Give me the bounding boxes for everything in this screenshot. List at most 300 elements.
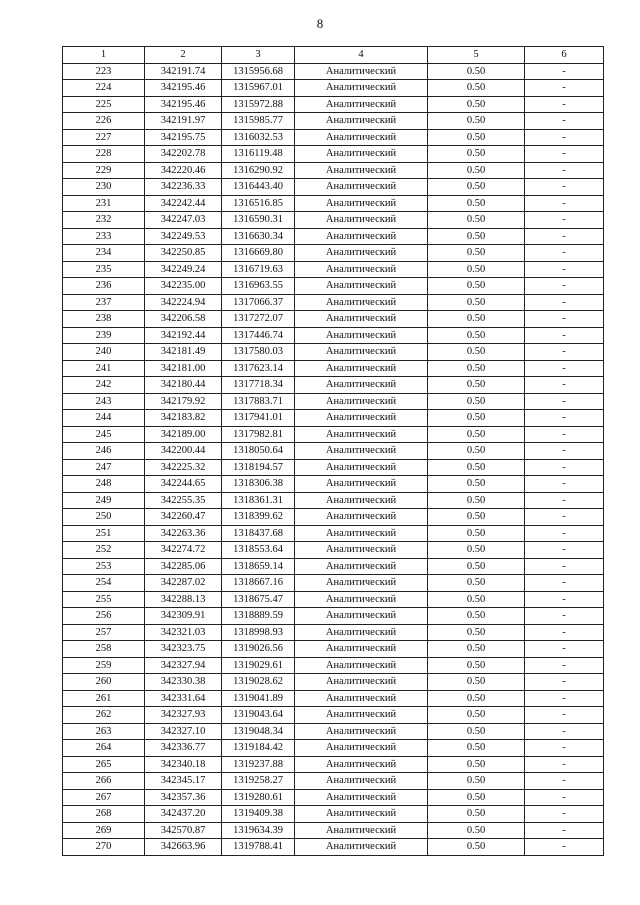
accuracy-cell: 0.50 [428, 509, 525, 526]
y-coordinate-cell: 1316590.31 [222, 212, 295, 229]
accuracy-cell: 0.50 [428, 311, 525, 328]
note-cell: - [525, 591, 604, 608]
table-row [63, 426, 604, 443]
note-cell: - [525, 195, 604, 212]
method-cell: Аналитический [295, 195, 428, 212]
x-coordinate-cell: 342260.47 [145, 509, 222, 526]
x-coordinate-cell: 342437.20 [145, 806, 222, 823]
column-header: 2 [145, 47, 222, 64]
table-row [63, 773, 604, 790]
table-row [63, 410, 604, 427]
x-coordinate-cell: 342323.75 [145, 641, 222, 658]
table-row [63, 756, 604, 773]
x-coordinate-cell: 342247.03 [145, 212, 222, 229]
note-cell: - [525, 558, 604, 575]
method-cell: Аналитический [295, 80, 428, 97]
y-coordinate-cell: 1319258.27 [222, 773, 295, 790]
point-number-cell: 266 [63, 773, 145, 790]
method-cell: Аналитический [295, 756, 428, 773]
accuracy-cell: 0.50 [428, 641, 525, 658]
x-coordinate-cell: 342181.00 [145, 360, 222, 377]
method-cell: Аналитический [295, 113, 428, 130]
y-coordinate-cell: 1318998.93 [222, 624, 295, 641]
method-cell: Аналитический [295, 344, 428, 361]
point-number-cell: 261 [63, 690, 145, 707]
x-coordinate-cell: 342206.58 [145, 311, 222, 328]
x-coordinate-cell: 342236.33 [145, 179, 222, 196]
y-coordinate-cell: 1319041.89 [222, 690, 295, 707]
method-cell: Аналитический [295, 162, 428, 179]
point-number-cell: 241 [63, 360, 145, 377]
x-coordinate-cell: 342195.46 [145, 96, 222, 113]
accuracy-cell: 0.50 [428, 96, 525, 113]
method-cell: Аналитический [295, 789, 428, 806]
method-cell: Аналитический [295, 575, 428, 592]
method-cell: Аналитический [295, 426, 428, 443]
note-cell: - [525, 410, 604, 427]
x-coordinate-cell: 342249.24 [145, 261, 222, 278]
note-cell: - [525, 839, 604, 856]
method-cell: Аналитический [295, 690, 428, 707]
note-cell: - [525, 146, 604, 163]
method-cell: Аналитический [295, 129, 428, 146]
method-cell: Аналитический [295, 327, 428, 344]
method-cell: Аналитический [295, 212, 428, 229]
accuracy-cell: 0.50 [428, 822, 525, 839]
point-number-cell: 264 [63, 740, 145, 757]
accuracy-cell: 0.50 [428, 245, 525, 262]
accuracy-cell: 0.50 [428, 162, 525, 179]
y-coordinate-cell: 1316032.53 [222, 129, 295, 146]
accuracy-cell: 0.50 [428, 80, 525, 97]
table-row [63, 624, 604, 641]
y-coordinate-cell: 1316630.34 [222, 228, 295, 245]
accuracy-cell: 0.50 [428, 377, 525, 394]
method-cell: Аналитический [295, 476, 428, 493]
method-cell: Аналитический [295, 558, 428, 575]
x-coordinate-cell: 342235.00 [145, 278, 222, 295]
accuracy-cell: 0.50 [428, 674, 525, 691]
table-row [63, 542, 604, 559]
y-coordinate-cell: 1319184.42 [222, 740, 295, 757]
x-coordinate-cell: 342288.13 [145, 591, 222, 608]
table-row [63, 344, 604, 361]
note-cell: - [525, 624, 604, 641]
point-number-cell: 245 [63, 426, 145, 443]
note-cell: - [525, 608, 604, 625]
point-number-cell: 227 [63, 129, 145, 146]
table-row [63, 558, 604, 575]
y-coordinate-cell: 1318306.38 [222, 476, 295, 493]
point-number-cell: 228 [63, 146, 145, 163]
table-row [63, 839, 604, 856]
method-cell: Аналитический [295, 443, 428, 460]
point-number-cell: 255 [63, 591, 145, 608]
note-cell: - [525, 129, 604, 146]
note-cell: - [525, 690, 604, 707]
table-row [63, 63, 604, 80]
accuracy-cell: 0.50 [428, 839, 525, 856]
method-cell: Аналитический [295, 393, 428, 410]
table-row [63, 707, 604, 724]
accuracy-cell: 0.50 [428, 195, 525, 212]
note-cell: - [525, 492, 604, 509]
method-cell: Аналитический [295, 360, 428, 377]
method-cell: Аналитический [295, 311, 428, 328]
x-coordinate-cell: 342224.94 [145, 294, 222, 311]
note-cell: - [525, 360, 604, 377]
table-row [63, 641, 604, 658]
x-coordinate-cell: 342179.92 [145, 393, 222, 410]
y-coordinate-cell: 1318361.31 [222, 492, 295, 509]
table-row [63, 789, 604, 806]
accuracy-cell: 0.50 [428, 212, 525, 229]
note-cell: - [525, 542, 604, 559]
x-coordinate-cell: 342249.53 [145, 228, 222, 245]
accuracy-cell: 0.50 [428, 278, 525, 295]
y-coordinate-cell: 1319043.64 [222, 707, 295, 724]
x-coordinate-cell: 342180.44 [145, 377, 222, 394]
accuracy-cell: 0.50 [428, 657, 525, 674]
column-header: 4 [295, 47, 428, 64]
note-cell: - [525, 80, 604, 97]
point-number-cell: 252 [63, 542, 145, 559]
point-number-cell: 270 [63, 839, 145, 856]
x-coordinate-cell: 342285.06 [145, 558, 222, 575]
x-coordinate-cell: 342195.46 [145, 80, 222, 97]
table-row [63, 740, 604, 757]
accuracy-cell: 0.50 [428, 476, 525, 493]
note-cell: - [525, 212, 604, 229]
point-number-cell: 240 [63, 344, 145, 361]
y-coordinate-cell: 1317718.34 [222, 377, 295, 394]
point-number-cell: 246 [63, 443, 145, 460]
table-row [63, 525, 604, 542]
y-coordinate-cell: 1319634.39 [222, 822, 295, 839]
accuracy-cell: 0.50 [428, 129, 525, 146]
accuracy-cell: 0.50 [428, 690, 525, 707]
note-cell: - [525, 113, 604, 130]
table-row [63, 575, 604, 592]
method-cell: Аналитический [295, 674, 428, 691]
method-cell: Аналитический [295, 96, 428, 113]
y-coordinate-cell: 1319280.61 [222, 789, 295, 806]
point-number-cell: 267 [63, 789, 145, 806]
point-number-cell: 223 [63, 63, 145, 80]
accuracy-cell: 0.50 [428, 360, 525, 377]
y-coordinate-cell: 1316963.55 [222, 278, 295, 295]
y-coordinate-cell: 1318553.64 [222, 542, 295, 559]
point-number-cell: 244 [63, 410, 145, 427]
column-header: 5 [428, 47, 525, 64]
x-coordinate-cell: 342357.36 [145, 789, 222, 806]
note-cell: - [525, 476, 604, 493]
accuracy-cell: 0.50 [428, 558, 525, 575]
table-row [63, 162, 604, 179]
x-coordinate-cell: 342287.02 [145, 575, 222, 592]
point-number-cell: 254 [63, 575, 145, 592]
x-coordinate-cell: 342321.03 [145, 624, 222, 641]
x-coordinate-cell: 342191.74 [145, 63, 222, 80]
table-row [63, 459, 604, 476]
y-coordinate-cell: 1318889.59 [222, 608, 295, 625]
point-number-cell: 224 [63, 80, 145, 97]
y-coordinate-cell: 1317941.01 [222, 410, 295, 427]
y-coordinate-cell: 1318050.64 [222, 443, 295, 460]
x-coordinate-cell: 342330.38 [145, 674, 222, 691]
x-coordinate-cell: 342191.97 [145, 113, 222, 130]
note-cell: - [525, 393, 604, 410]
note-cell: - [525, 327, 604, 344]
y-coordinate-cell: 1317066.37 [222, 294, 295, 311]
table-row [63, 278, 604, 295]
table-row [63, 492, 604, 509]
point-number-cell: 260 [63, 674, 145, 691]
y-coordinate-cell: 1318675.47 [222, 591, 295, 608]
accuracy-cell: 0.50 [428, 344, 525, 361]
point-number-cell: 242 [63, 377, 145, 394]
y-coordinate-cell: 1316719.63 [222, 261, 295, 278]
x-coordinate-cell: 342225.32 [145, 459, 222, 476]
point-number-cell: 235 [63, 261, 145, 278]
note-cell: - [525, 443, 604, 460]
point-number-cell: 269 [63, 822, 145, 839]
accuracy-cell: 0.50 [428, 261, 525, 278]
accuracy-cell: 0.50 [428, 113, 525, 130]
table-row [63, 261, 604, 278]
point-number-cell: 249 [63, 492, 145, 509]
accuracy-cell: 0.50 [428, 624, 525, 641]
accuracy-cell: 0.50 [428, 228, 525, 245]
note-cell: - [525, 707, 604, 724]
y-coordinate-cell: 1319026.56 [222, 641, 295, 658]
table-row [63, 443, 604, 460]
table-row [63, 674, 604, 691]
y-coordinate-cell: 1315956.68 [222, 63, 295, 80]
note-cell: - [525, 459, 604, 476]
note-cell: - [525, 294, 604, 311]
accuracy-cell: 0.50 [428, 773, 525, 790]
method-cell: Аналитический [295, 261, 428, 278]
accuracy-cell: 0.50 [428, 327, 525, 344]
method-cell: Аналитический [295, 723, 428, 740]
method-cell: Аналитический [295, 294, 428, 311]
y-coordinate-cell: 1315967.01 [222, 80, 295, 97]
accuracy-cell: 0.50 [428, 146, 525, 163]
page-number: 8 [316, 16, 324, 31]
accuracy-cell: 0.50 [428, 575, 525, 592]
method-cell: Аналитический [295, 377, 428, 394]
accuracy-cell: 0.50 [428, 410, 525, 427]
method-cell: Аналитический [295, 63, 428, 80]
method-cell: Аналитический [295, 228, 428, 245]
accuracy-cell: 0.50 [428, 459, 525, 476]
y-coordinate-cell: 1319788.41 [222, 839, 295, 856]
y-coordinate-cell: 1318659.14 [222, 558, 295, 575]
note-cell: - [525, 641, 604, 658]
point-number-cell: 239 [63, 327, 145, 344]
note-cell: - [525, 723, 604, 740]
x-coordinate-cell: 342327.94 [145, 657, 222, 674]
table-row [63, 80, 604, 97]
method-cell: Аналитический [295, 492, 428, 509]
note-cell: - [525, 575, 604, 592]
x-coordinate-cell: 342274.72 [145, 542, 222, 559]
note-cell: - [525, 740, 604, 757]
x-coordinate-cell: 342183.82 [145, 410, 222, 427]
point-number-cell: 237 [63, 294, 145, 311]
accuracy-cell: 0.50 [428, 492, 525, 509]
note-cell: - [525, 162, 604, 179]
point-number-cell: 248 [63, 476, 145, 493]
table-row [63, 212, 604, 229]
x-coordinate-cell: 342309.91 [145, 608, 222, 625]
note-cell: - [525, 822, 604, 839]
method-cell: Аналитический [295, 278, 428, 295]
note-cell: - [525, 773, 604, 790]
x-coordinate-cell: 342663.96 [145, 839, 222, 856]
column-header: 6 [525, 47, 604, 64]
note-cell: - [525, 789, 604, 806]
table-row [63, 723, 604, 740]
point-number-cell: 243 [63, 393, 145, 410]
y-coordinate-cell: 1318667.16 [222, 575, 295, 592]
table-body [63, 63, 604, 855]
x-coordinate-cell: 342189.00 [145, 426, 222, 443]
accuracy-cell: 0.50 [428, 608, 525, 625]
x-coordinate-cell: 342200.44 [145, 443, 222, 460]
table-row [63, 657, 604, 674]
x-coordinate-cell: 342255.35 [145, 492, 222, 509]
table-row [63, 96, 604, 113]
x-coordinate-cell: 342263.36 [145, 525, 222, 542]
accuracy-cell: 0.50 [428, 740, 525, 757]
accuracy-cell: 0.50 [428, 294, 525, 311]
point-number-cell: 259 [63, 657, 145, 674]
x-coordinate-cell: 342327.10 [145, 723, 222, 740]
note-cell: - [525, 525, 604, 542]
x-coordinate-cell: 342220.46 [145, 162, 222, 179]
accuracy-cell: 0.50 [428, 707, 525, 724]
y-coordinate-cell: 1319409.38 [222, 806, 295, 823]
y-coordinate-cell: 1318399.62 [222, 509, 295, 526]
y-coordinate-cell: 1315972.88 [222, 96, 295, 113]
method-cell: Аналитический [295, 806, 428, 823]
point-number-cell: 233 [63, 228, 145, 245]
accuracy-cell: 0.50 [428, 756, 525, 773]
method-cell: Аналитический [295, 146, 428, 163]
table-row [63, 822, 604, 839]
y-coordinate-cell: 1319029.61 [222, 657, 295, 674]
method-cell: Аналитический [295, 641, 428, 658]
header-row [63, 47, 604, 64]
table-row [63, 311, 604, 328]
y-coordinate-cell: 1317272.07 [222, 311, 295, 328]
table-row [63, 690, 604, 707]
point-number-cell: 251 [63, 525, 145, 542]
point-number-cell: 262 [63, 707, 145, 724]
method-cell: Аналитический [295, 509, 428, 526]
note-cell: - [525, 311, 604, 328]
x-coordinate-cell: 342250.85 [145, 245, 222, 262]
table-row [63, 113, 604, 130]
y-coordinate-cell: 1316119.48 [222, 146, 295, 163]
x-coordinate-cell: 342195.75 [145, 129, 222, 146]
point-number-cell: 265 [63, 756, 145, 773]
point-number-cell: 257 [63, 624, 145, 641]
note-cell: - [525, 278, 604, 295]
table-row [63, 129, 604, 146]
x-coordinate-cell: 342244.65 [145, 476, 222, 493]
accuracy-cell: 0.50 [428, 806, 525, 823]
point-number-cell: 225 [63, 96, 145, 113]
note-cell: - [525, 261, 604, 278]
note-cell: - [525, 344, 604, 361]
point-number-cell: 236 [63, 278, 145, 295]
accuracy-cell: 0.50 [428, 443, 525, 460]
table-row [63, 228, 604, 245]
method-cell: Аналитический [295, 740, 428, 757]
note-cell: - [525, 63, 604, 80]
point-number-cell: 232 [63, 212, 145, 229]
note-cell: - [525, 179, 604, 196]
note-cell: - [525, 96, 604, 113]
x-coordinate-cell: 342340.18 [145, 756, 222, 773]
point-number-cell: 253 [63, 558, 145, 575]
note-cell: - [525, 245, 604, 262]
accuracy-cell: 0.50 [428, 542, 525, 559]
table-row [63, 591, 604, 608]
accuracy-cell: 0.50 [428, 591, 525, 608]
y-coordinate-cell: 1316516.85 [222, 195, 295, 212]
y-coordinate-cell: 1318437.68 [222, 525, 295, 542]
coordinates-table [62, 46, 604, 856]
table-row [63, 377, 604, 394]
point-number-cell: 268 [63, 806, 145, 823]
table-row [63, 327, 604, 344]
y-coordinate-cell: 1317580.03 [222, 344, 295, 361]
point-number-cell: 238 [63, 311, 145, 328]
y-coordinate-cell: 1317883.71 [222, 393, 295, 410]
note-cell: - [525, 509, 604, 526]
x-coordinate-cell: 342345.17 [145, 773, 222, 790]
table-row [63, 195, 604, 212]
table-row [63, 509, 604, 526]
note-cell: - [525, 806, 604, 823]
point-number-cell: 256 [63, 608, 145, 625]
note-cell: - [525, 657, 604, 674]
accuracy-cell: 0.50 [428, 426, 525, 443]
x-coordinate-cell: 342336.77 [145, 740, 222, 757]
x-coordinate-cell: 342570.87 [145, 822, 222, 839]
y-coordinate-cell: 1315985.77 [222, 113, 295, 130]
method-cell: Аналитический [295, 657, 428, 674]
y-coordinate-cell: 1318194.57 [222, 459, 295, 476]
accuracy-cell: 0.50 [428, 63, 525, 80]
table-row [63, 179, 604, 196]
x-coordinate-cell: 342327.93 [145, 707, 222, 724]
note-cell: - [525, 377, 604, 394]
table-row [63, 360, 604, 377]
method-cell: Аналитический [295, 459, 428, 476]
method-cell: Аналитический [295, 822, 428, 839]
y-coordinate-cell: 1317446.74 [222, 327, 295, 344]
method-cell: Аналитический [295, 608, 428, 625]
y-coordinate-cell: 1317623.14 [222, 360, 295, 377]
point-number-cell: 250 [63, 509, 145, 526]
accuracy-cell: 0.50 [428, 393, 525, 410]
method-cell: Аналитический [295, 707, 428, 724]
